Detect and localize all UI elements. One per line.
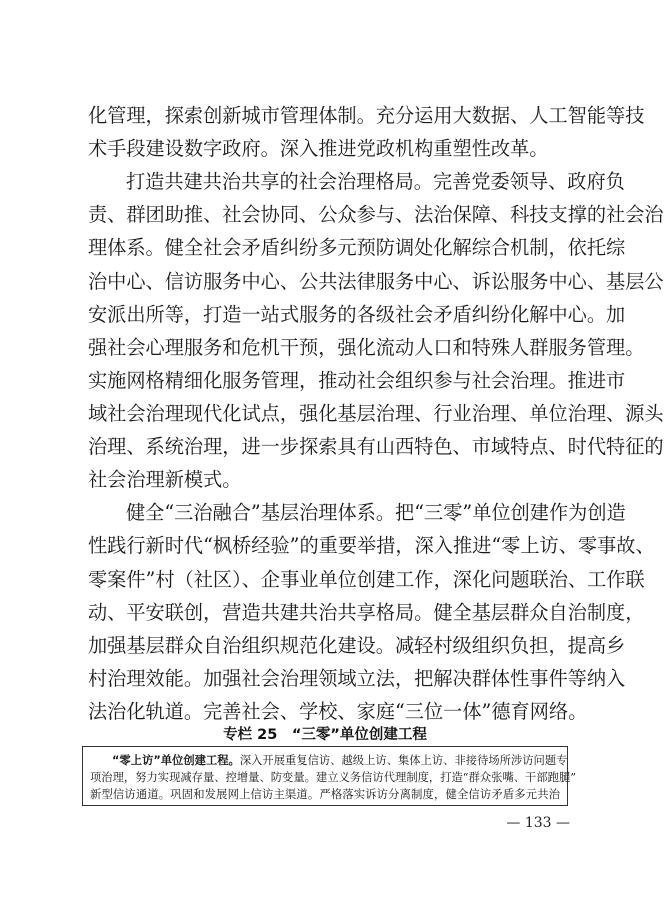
paragraph-line: 加强基层群众自治组织规范化建设。减轻村级组织负担，提高乡 xyxy=(88,634,626,657)
paragraph-line: 性践行新时代“枫桥经验”的重要举措，深入推进“零上访、零事故、 xyxy=(88,534,655,557)
paragraph-line: 安派出所等，打造一站式服务的各级社会矛盾纠纷化解中心。加 xyxy=(88,303,626,326)
paragraph-line: 法治化轨道。完善社会、学校、家庭“三位一体”德育网络。 xyxy=(88,700,588,723)
paragraph-line: 健全“三治融合”基层治理体系。把“三零”单位创建作为创造 xyxy=(126,501,626,524)
paragraph-line: 理体系。健全社会矛盾纠纷多元预防调处化解综合机制，依托综 xyxy=(88,236,626,259)
box-title: 专栏 25 “三零”单位创建工程 xyxy=(223,727,427,743)
paragraph-line: 域社会治理现代化试点，强化基层治理、行业治理、单位治理、源头 xyxy=(88,402,664,425)
paragraph-line: 动、平安联创，营造共建共治共享格局。健全基层群众自治制度， xyxy=(88,601,645,624)
paragraph-line: 打造共建共治共享的社会治理格局。完善党委领导、政府负 xyxy=(126,170,625,193)
sidebar-box xyxy=(82,746,577,806)
paragraph-line: 村治理效能。加强社会治理领域立法，把解决群体性事件等纳入 xyxy=(88,667,626,690)
box-line xyxy=(90,752,568,769)
page-number: — 133 — xyxy=(506,815,570,831)
box-line: 新型信访通道。巩固和发展网上信访主渠道。严格落实诉访分离制度，健全信访矛盾多元共治 xyxy=(90,788,560,801)
paragraph-line: 强社会心理服务和危机干预，强化流动人口和特殊人群服务管理。 xyxy=(88,336,645,359)
box-line-rest: 深入开展重复信访、越级上访、集体上访、非接待场所涉访问题专 xyxy=(239,754,568,767)
paragraph-line: 实施网格精细化服务管理，推动社会组织参与社会治理。推进市 xyxy=(88,369,626,392)
paragraph-line: 化管理，探索创新城市管理体制。充分运用大数据、人工智能等技 xyxy=(88,104,645,127)
box-line: 项治理，努力实现减存量、控增量、防变量。建立义务信访代理制度，打造“群众张嘴、干部跑腿” xyxy=(90,771,577,784)
paragraph-line: 责、群团助推、社会协同、公众参与、法治保障、科技支撑的社会治 xyxy=(88,203,664,226)
box-lead: “零上访”单位创建工程。 xyxy=(112,754,240,767)
paragraph-line: 零案件”村（社区）、企事业单位创建工作，深化问题联治、工作联 xyxy=(88,568,645,591)
paragraph-line: 社会治理新模式。 xyxy=(88,468,242,491)
paragraph-line: 治理、系统治理，进一步探索具有山西特色、市域特点、时代特征的 xyxy=(88,435,664,458)
paragraph-line: 治中心、信访服务中心、公共法律服务中心、诉讼服务中心、基层公 xyxy=(88,270,664,293)
paragraph-line: 术手段建设数字政府。深入推进党政机构重塑性改革。 xyxy=(88,137,549,160)
